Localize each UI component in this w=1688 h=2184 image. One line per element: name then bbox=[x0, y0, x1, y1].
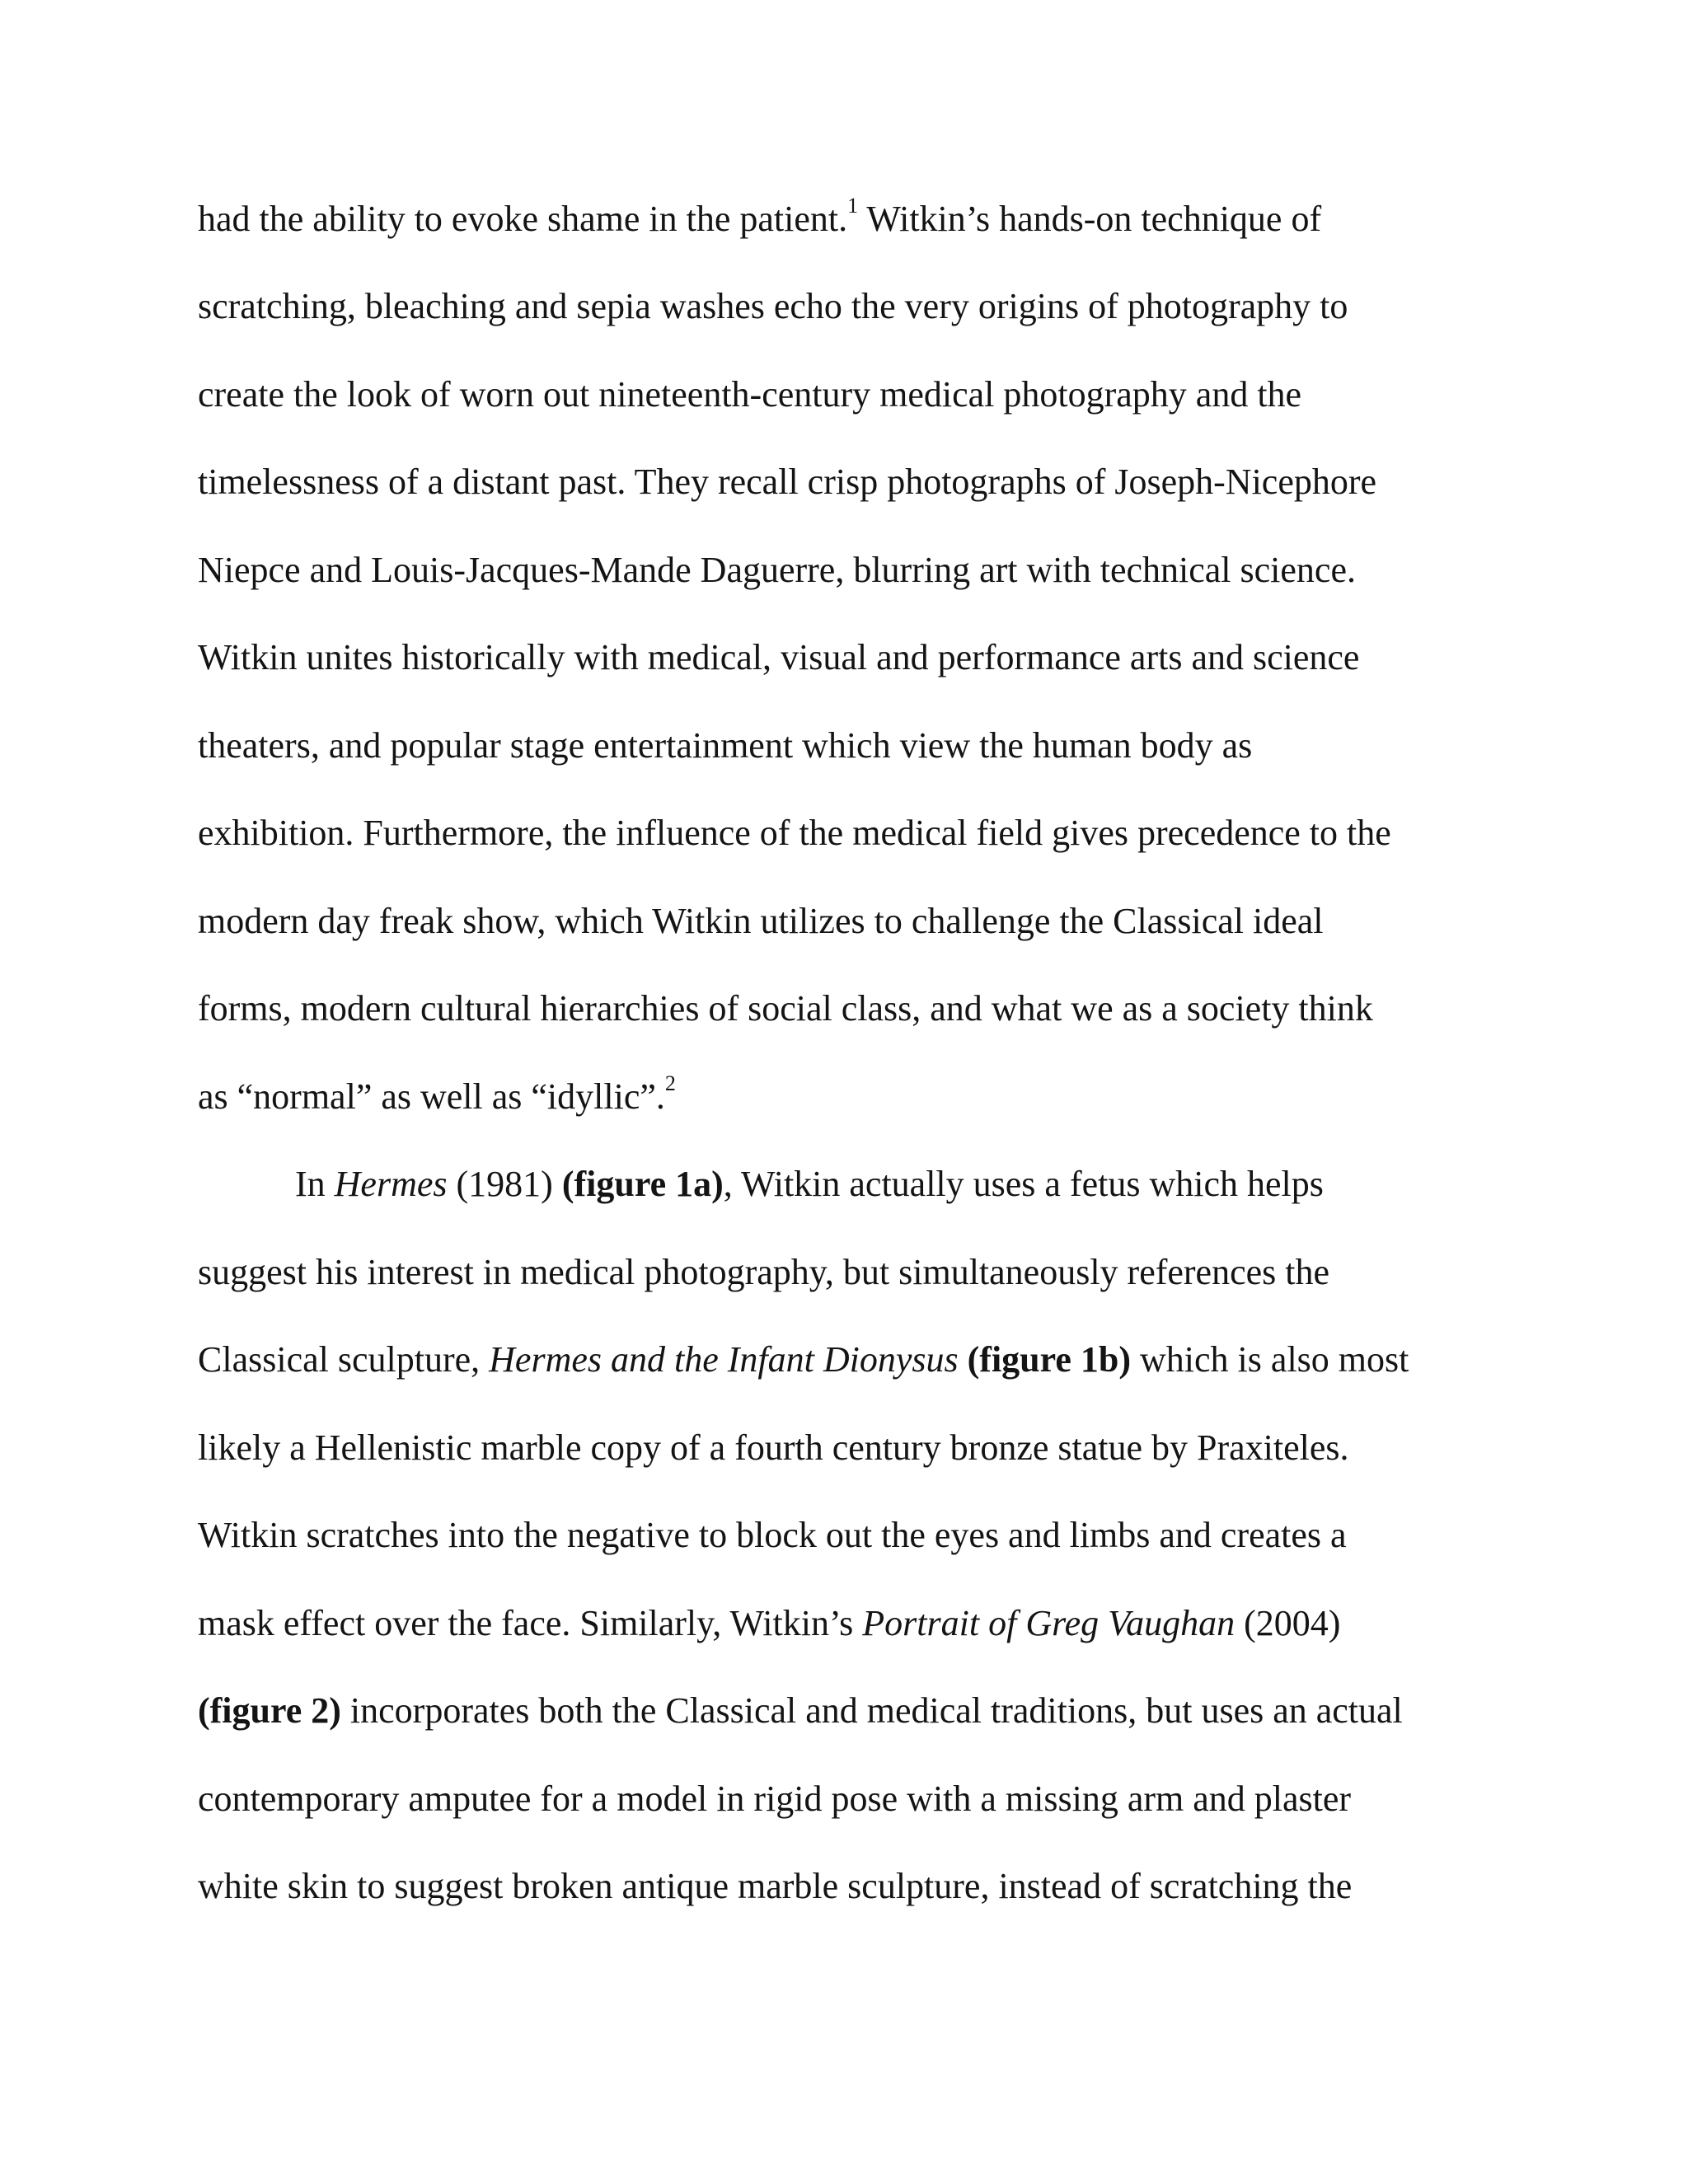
text-line-4: timelessness of a distant past. They recall crisp photographs of Joseph-Nicephore bbox=[198, 462, 1377, 502]
text-span: (1981) bbox=[447, 1164, 562, 1204]
text-line-9: modern day freak show, which Witkin utilizes to challenge the Classical ideal bbox=[198, 901, 1324, 941]
text-line-20: white skin to suggest broken antique marble sculpture, instead of scratching the bbox=[198, 1866, 1353, 1906]
text-line-14 bbox=[198, 1338, 1409, 1381]
text-span: which is also most bbox=[1131, 1339, 1409, 1380]
text-span: had the ability to evoke shame in the patient. bbox=[198, 199, 848, 239]
text-line-18 bbox=[198, 1690, 1403, 1732]
text-line-7: theaters, and popular stage entertainment which view the human body as bbox=[198, 725, 1253, 766]
text-line-6: Witkin unites historically with medical, visual and performance arts and science bbox=[198, 637, 1360, 677]
figure-reference: (figure 1b) bbox=[967, 1339, 1132, 1380]
text-span: as “normal” as well as “idyllic”. bbox=[198, 1076, 665, 1117]
text-line-19: contemporary amputee for a model in rigid pose with a missing arm and plaster bbox=[198, 1779, 1352, 1819]
text-line-17 bbox=[198, 1602, 1340, 1645]
text-span: In bbox=[295, 1164, 335, 1204]
text-span: Classical sculpture, bbox=[198, 1339, 490, 1380]
text-line-1 bbox=[198, 194, 1322, 241]
figure-reference: (figure 1a) bbox=[561, 1164, 724, 1204]
text-line-11 bbox=[198, 1071, 676, 1118]
text-span: incorporates both the Classical and medical traditions, but uses an actual bbox=[340, 1690, 1403, 1731]
text-line-5: Niepce and Louis-Jacques-Mande Daguerre, blurring art with technical science. bbox=[198, 550, 1356, 590]
text-line-12 bbox=[295, 1163, 1324, 1206]
text-line-8: exhibition. Furthermore, the influence of the medical field gives precedence to the bbox=[198, 813, 1391, 853]
text-line-2: scratching, bleaching and sepia washes echo the very origins of photography to bbox=[198, 286, 1348, 326]
text-line-15: likely a Hellenistic marble copy of a fourth century bronze statue by Praxiteles. bbox=[198, 1427, 1349, 1468]
footnote-marker[interactable]: 1 bbox=[847, 194, 859, 218]
text-span bbox=[959, 1339, 968, 1380]
text-span: mask effect over the face. Similarly, Witkin’s bbox=[198, 1603, 863, 1643]
figure-reference: (figure 2) bbox=[198, 1690, 341, 1731]
artwork-title: Hermes bbox=[334, 1164, 448, 1204]
text-line-10: forms, modern cultural hierarchies of social class, and what we as a society think bbox=[198, 988, 1373, 1029]
artwork-title: Hermes and the Infant Dionysus bbox=[489, 1339, 959, 1380]
text-span: , Witkin actually uses a fetus which helps bbox=[723, 1164, 1324, 1204]
text-line-13: suggest his interest in medical photography, but simultaneously references the bbox=[198, 1252, 1330, 1292]
artwork-title: Portrait of Greg Vaughan bbox=[862, 1603, 1236, 1643]
footnote-marker[interactable]: 2 bbox=[664, 1071, 676, 1096]
text-span: (2004) bbox=[1235, 1603, 1341, 1643]
text-line-16: Witkin scratches into the negative to block out the eyes and limbs and creates a bbox=[198, 1515, 1347, 1555]
text-span: Witkin’s hands-on technique of bbox=[858, 199, 1322, 239]
text-line-3: create the look of worn out nineteenth-century medical photography and the bbox=[198, 374, 1302, 415]
